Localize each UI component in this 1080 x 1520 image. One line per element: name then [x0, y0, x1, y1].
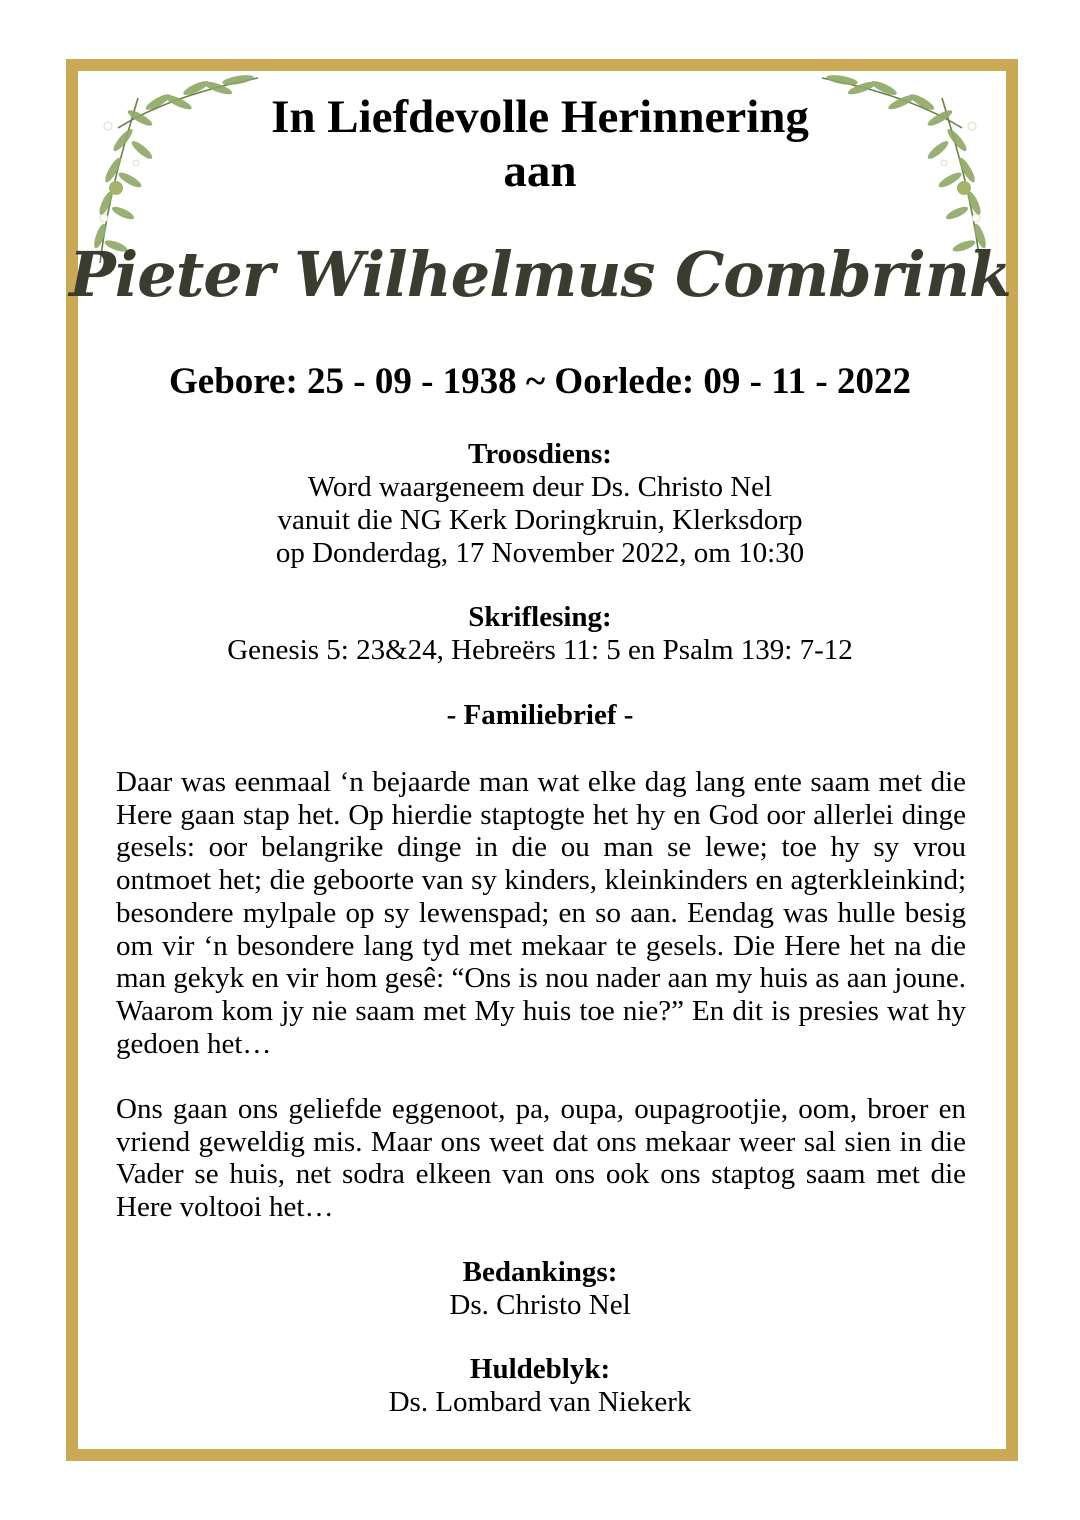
troosdiens-label: Troosdiens: — [468, 438, 612, 470]
troosdiens-section — [0, 438, 1080, 570]
bedankings-name: Ds. Christo Nel — [449, 1289, 631, 1321]
huldeblyk-label: Huldeblyk: — [469, 1353, 611, 1385]
bedankings-label: Bedankings: — [462, 1256, 618, 1288]
familiebrief-paragraph-1: Daar was eenmaal ‘n bejaarde man wat elke dag lang ente saam met die Here gaan stap het. Op hierdie staptogte het hy en God oor allerlei dinge gesels: oor belangrike dinge in die ou man se lewe; toe hy sy vrou ontmoet het; die geboorte van sy kinders, kleinkinders en agterkleinkind; besondere mylpale op sy lewenspad; en so aan. Eendag was hulle besig om vir ‘n besondere lang tyd met mekaar te gesels. Die Here het na die man gekyk en vir hom gesê: “Ons is nou nader aan my huis as aan joune. Waarom kom jy nie saam met My huis toe nie?” En dit is presies wat hy gedoen het… — [116, 766, 966, 1060]
huldeblyk-section — [0, 1353, 1080, 1419]
skriflesing-label: Skriflesing: — [468, 601, 612, 633]
heading-line-1: In Liefdevolle Herinnering — [271, 91, 809, 143]
familiebrief-title: - Familiebrief - — [446, 699, 634, 731]
dates-line: Gebore: 25 - 09 - 1938 ~ Oorlede: 09 - 11 - 2022 — [169, 361, 911, 402]
skriflesing-text: Genesis 5: 23&24, Hebreërs 11: 5 en Psalm 139: 7-12 — [227, 634, 853, 666]
heading-line-2: aan — [503, 145, 577, 197]
memorial-heading — [0, 90, 1080, 198]
skriflesing-section — [0, 601, 1080, 667]
bedankings-section — [0, 1256, 1080, 1322]
deceased-name: Pieter Wilhelmus Combrink — [69, 238, 1011, 311]
huldeblyk-name: Ds. Lombard van Niekerk — [388, 1386, 692, 1418]
troosdiens-line-3: op Donderdag, 17 November 2022, om 10:30 — [275, 537, 805, 569]
familiebrief-paragraph-2: Ons gaan ons geliefde eggenoot, pa, oupa, oupagrootjie, oom, broer en vriend geweldig mis. Maar ons weet dat ons mekaar weer sal sien in die Vader se huis, net sodra elkeen van ons ook ons staptog saam met die Here voltooi het… — [116, 1093, 966, 1224]
troosdiens-line-1: Word waargeneem deur Ds. Christo Nel — [307, 471, 773, 503]
troosdiens-line-2: vanuit die NG Kerk Doringkruin, Klerksdorp — [277, 504, 803, 536]
